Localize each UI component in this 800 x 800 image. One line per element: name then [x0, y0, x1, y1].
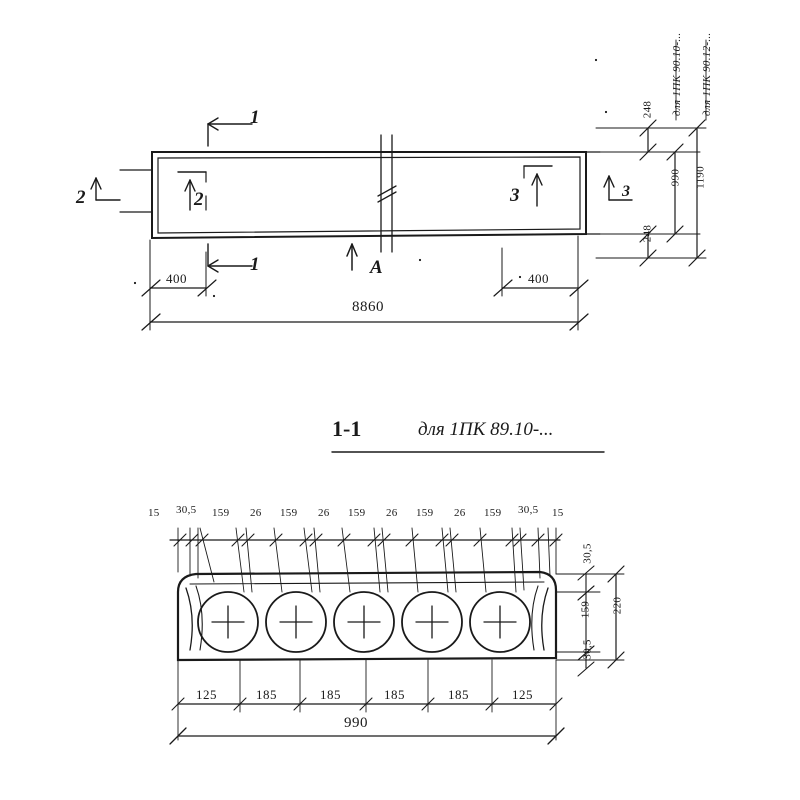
sec-top-dim-7: 26 — [386, 507, 398, 519]
sec-top-dim-9: 26 — [454, 507, 466, 519]
sec-bottom-dim-1: 185 — [256, 687, 277, 702]
section-mark-3-inner: 3 — [510, 185, 521, 206]
sec-top-dim-5: 26 — [318, 507, 330, 519]
sec-top-dim-11: 30,5 — [518, 504, 539, 516]
sec-top-dim-12: 15 — [552, 507, 564, 519]
sec-bottom-dim-4: 185 — [448, 687, 469, 702]
sec-bottom-dim-3: 185 — [384, 687, 405, 702]
sec-top-dim-0: 15 — [148, 507, 160, 519]
sec-top-dim-2: 159 — [212, 507, 230, 519]
sec-bottom-dim-5: 125 — [512, 687, 533, 702]
sec-bottom-dim-0: 125 — [196, 687, 217, 702]
section-title-mark: 1-1 — [332, 416, 362, 441]
section-mark-3-outer: 3 — [622, 183, 630, 200]
sec-top-dim-8: 159 — [416, 507, 434, 519]
dim-width-outer: 1190 — [694, 166, 707, 189]
section-mark-1-bottom: 1 — [250, 254, 261, 275]
sec-top-dim-4: 159 — [280, 507, 298, 519]
sec-top-dim-6: 159 — [348, 507, 366, 519]
sec-overall-width: 990 — [344, 715, 368, 731]
sec-right-dim-2: 30,5 — [581, 639, 594, 660]
dim-right-offset: 400 — [528, 271, 549, 286]
dim-edge-bottom: 248 — [641, 224, 654, 243]
sec-top-dim-10: 159 — [484, 507, 502, 519]
section-mark-1-top: 1 — [250, 107, 261, 128]
dim-left-offset: 400 — [166, 271, 187, 286]
detail-mark-A: A — [370, 257, 384, 278]
sec-right-dim-1: 159 — [579, 600, 592, 619]
section-mark-2-left: 2 — [76, 187, 87, 208]
sec-top-dim-3: 26 — [250, 507, 262, 519]
dim-width-inner: 990 — [669, 168, 682, 187]
section-title-caption: для 1ПК 89.10-... — [418, 419, 554, 440]
section-mark-2-inner: 2 — [194, 189, 205, 210]
sec-overall-height: 220 — [611, 596, 624, 615]
sec-right-dim-0: 30,5 — [581, 543, 594, 564]
note-slab-type-2: для 1ПК 90.12-... — [701, 32, 713, 116]
sec-top-dim-1: 30,5 — [176, 504, 197, 516]
sec-bottom-dim-2: 185 — [320, 687, 341, 702]
dim-total-length: 8860 — [352, 299, 384, 315]
dim-edge-top: 248 — [641, 100, 654, 119]
note-slab-type-1: для 1ПК 90.10-... — [671, 32, 683, 116]
